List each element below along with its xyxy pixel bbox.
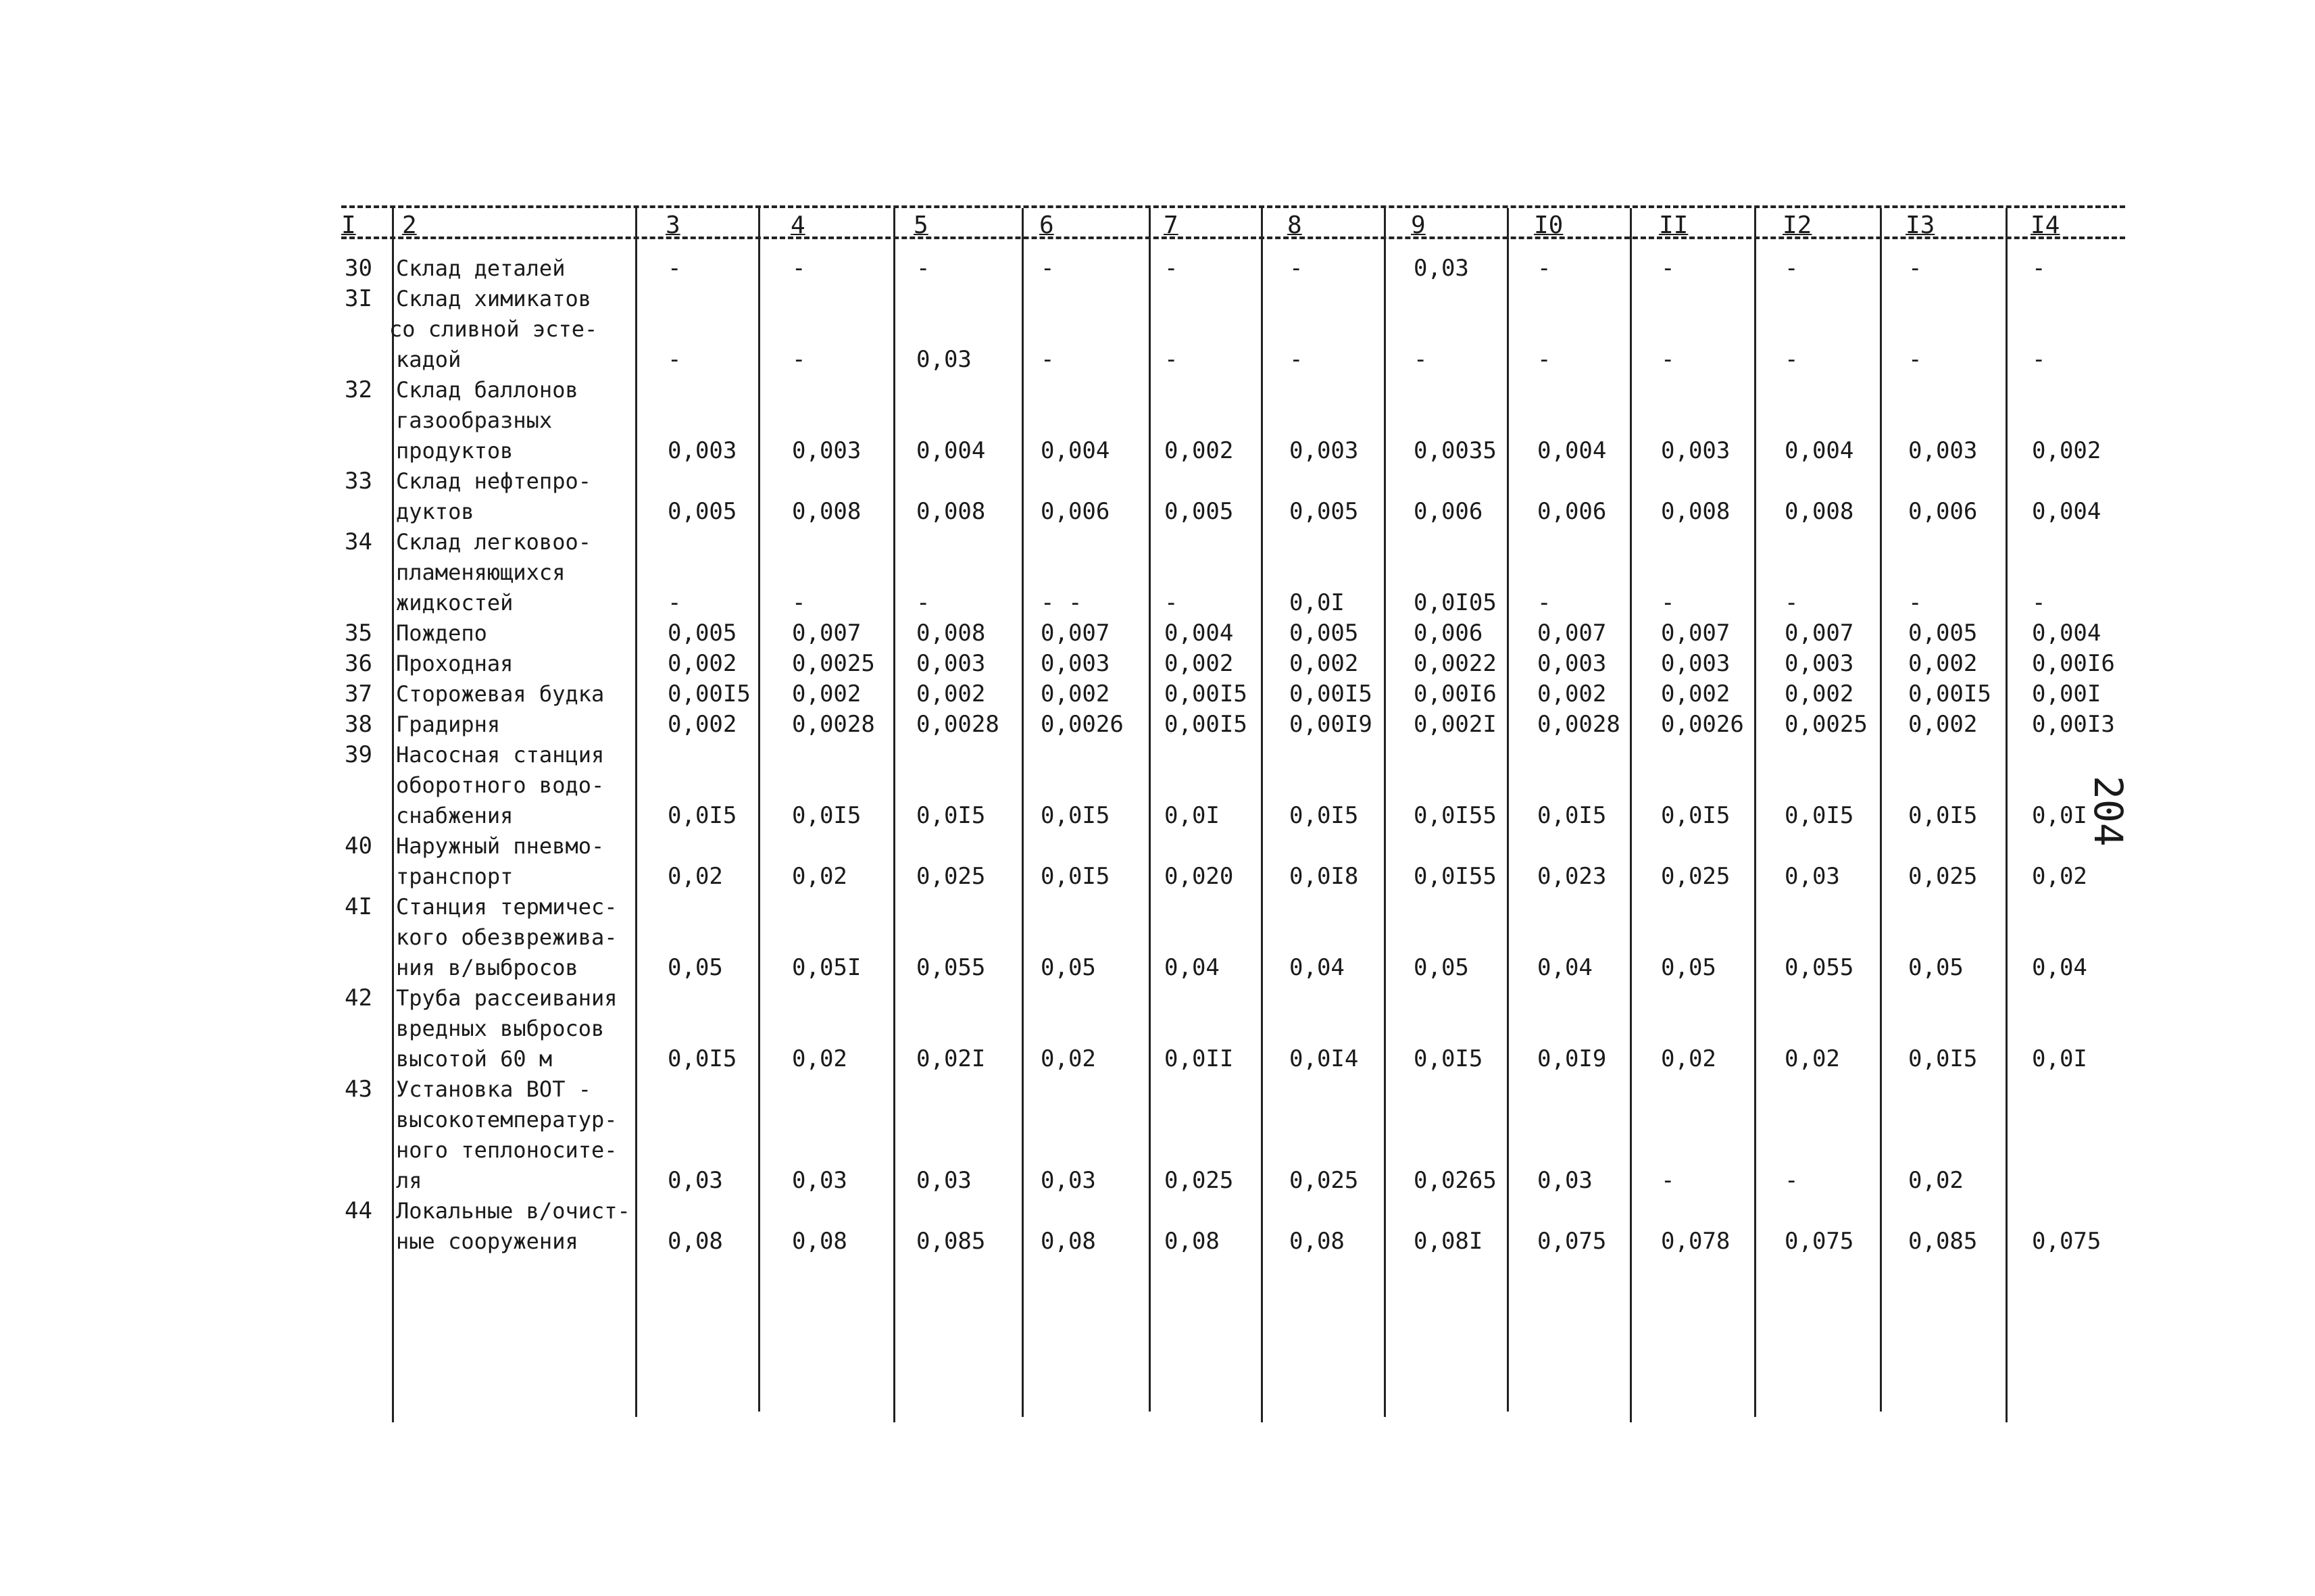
table-cell: 0,005 <box>668 498 737 525</box>
table-cell: - <box>1661 255 1675 282</box>
table-cell: - <box>1537 346 1551 373</box>
table-cell: - <box>1041 255 1055 282</box>
table-cell: 0,025 <box>1908 863 1978 890</box>
table-cell: 0,075 <box>2032 1228 2101 1255</box>
row-number: 32 <box>345 376 372 403</box>
header-top-rule <box>341 205 2125 208</box>
table-cell: 0,03 <box>1041 1167 1096 1194</box>
table-cell: - - <box>1041 589 1082 616</box>
table-cell: 0,05 <box>668 954 723 981</box>
table-cell: 0,00I5 <box>1164 711 1247 738</box>
table-cell: 0,002 <box>1537 680 1607 707</box>
table-cell: - <box>1164 255 1178 282</box>
table-cell: 0,003 <box>1785 650 1854 677</box>
row-label: Насосная станция <box>396 742 605 768</box>
row-label: оборотного водо- <box>396 772 605 798</box>
table-cell: 0,005 <box>1289 620 1359 647</box>
row-label: ные сооружения <box>396 1228 578 1254</box>
column-header: 6 <box>1039 211 1054 239</box>
table-cell: 0,0I4 <box>1289 1045 1359 1072</box>
table-cell: 0,020 <box>1164 863 1234 890</box>
row-label: Склад химикатов <box>396 286 591 311</box>
row-number: 42 <box>345 984 372 1012</box>
page-number: 204 <box>2085 776 2131 847</box>
table-cell: 0,007 <box>1785 620 1854 647</box>
column-divider <box>1022 208 1024 1417</box>
table-cell: - <box>668 346 682 373</box>
table-cell: 0,008 <box>1785 498 1854 525</box>
table-cell: 0,03 <box>916 1167 972 1194</box>
table-cell: 0,075 <box>1537 1228 1607 1255</box>
table-cell: 0,003 <box>1661 650 1731 677</box>
table-cell: 0,0I5 <box>1537 802 1607 829</box>
column-header: 2 <box>402 211 417 239</box>
row-label: ля <box>396 1168 422 1193</box>
table-cell: 0,05 <box>1414 954 1469 981</box>
table-cell: - <box>792 346 806 373</box>
table-cell: 0,005 <box>1164 498 1234 525</box>
column-divider <box>392 208 394 1422</box>
table-cell: 0,08 <box>1041 1228 1096 1255</box>
table-cell: - <box>916 589 930 616</box>
table-cell: 0,002 <box>1164 650 1234 677</box>
column-header: 3 <box>666 211 680 239</box>
table-cell: 0,03 <box>1785 863 1840 890</box>
table-cell: 0,0I8 <box>1289 863 1359 890</box>
table-cell: 0,00I6 <box>2032 650 2115 677</box>
table-cell: 0,02 <box>668 863 723 890</box>
column-header: 5 <box>914 211 928 239</box>
table-cell: 0,003 <box>1908 437 1978 464</box>
row-label: Склад деталей <box>396 255 566 281</box>
table-cell: 0,007 <box>1661 620 1731 647</box>
row-label: ного теплоносите- <box>396 1137 618 1163</box>
table-cell: 0,006 <box>1537 498 1607 525</box>
table-cell: 0,0II <box>1164 1045 1234 1072</box>
table-cell: 0,03 <box>916 346 972 373</box>
table-cell: - <box>1785 1167 1799 1194</box>
column-divider <box>635 208 637 1417</box>
row-label: высокотемператур- <box>396 1107 618 1132</box>
table-cell: 0,0I9 <box>1537 1045 1607 1072</box>
table-cell: 0,03 <box>1414 255 1469 282</box>
table-cell: 0,006 <box>1041 498 1110 525</box>
row-label: со сливной эсте- <box>389 316 598 342</box>
table-cell: 0,03 <box>1537 1167 1593 1194</box>
table-cell: 0,0I <box>1164 802 1220 829</box>
row-label: кадой <box>396 347 462 372</box>
table-cell: 0,0025 <box>1785 711 1868 738</box>
table-cell: 0,025 <box>1289 1167 1359 1194</box>
table-cell: 0,0026 <box>1661 711 1744 738</box>
table-cell: 0,0I05 <box>1414 589 1497 616</box>
table-cell: 0,0028 <box>1537 711 1620 738</box>
row-number: 36 <box>345 650 372 677</box>
table-cell: 0,004 <box>2032 620 2101 647</box>
table-cell: 0,0I5 <box>1289 802 1359 829</box>
table-cell: 0,00I6 <box>1414 680 1497 707</box>
table-cell: 0,002 <box>2032 437 2101 464</box>
table-cell: - <box>1414 346 1428 373</box>
table-cell: 0,02I <box>916 1045 986 1072</box>
column-header: 4 <box>791 211 805 239</box>
header-bottom-rule <box>341 236 2125 239</box>
table-cell: 0,00I5 <box>668 680 751 707</box>
table-cell: - <box>668 589 682 616</box>
table-cell: 0,002 <box>792 680 862 707</box>
table-cell: 0,078 <box>1661 1228 1731 1255</box>
column-header: I4 <box>2031 211 2060 239</box>
column-divider <box>1630 208 1632 1422</box>
table-cell: 0,02 <box>2032 863 2087 890</box>
row-label: жидкостей <box>396 590 514 616</box>
table-cell: 0,008 <box>1661 498 1731 525</box>
table-cell: 0,008 <box>916 498 986 525</box>
table-cell: 0,08I <box>1414 1228 1483 1255</box>
table-cell: 0,08 <box>792 1228 847 1255</box>
table-cell: - <box>916 255 930 282</box>
table-cell: 0,004 <box>1041 437 1110 464</box>
row-label: Установка ВОТ - <box>396 1076 591 1102</box>
row-number: 30 <box>345 255 372 282</box>
table-cell: 0,004 <box>1785 437 1854 464</box>
table-cell: 0,002 <box>1908 711 1978 738</box>
table-cell: - <box>1908 589 1922 616</box>
table-cell: 0,002I <box>1414 711 1497 738</box>
table-cell: 0,02 <box>1041 1045 1096 1072</box>
table-cell: 0,0I <box>2032 1045 2087 1072</box>
table-cell: 0,0I5 <box>1908 802 1978 829</box>
row-label: кого обезврежива- <box>396 924 618 950</box>
table-cell: - <box>1661 1167 1675 1194</box>
table-cell: 0,08 <box>1289 1228 1345 1255</box>
column-header: I <box>341 211 356 239</box>
table-cell: 0,00I5 <box>1908 680 1991 707</box>
table-cell: 0,003 <box>792 437 862 464</box>
table-cell: 0,02 <box>792 863 847 890</box>
table-cell: 0,05 <box>1661 954 1716 981</box>
table-cell: 0,04 <box>1537 954 1593 981</box>
table-cell: 0,0265 <box>1414 1167 1497 1194</box>
table-cell: 0,007 <box>1537 620 1607 647</box>
table-cell: 0,002 <box>668 650 737 677</box>
table-cell: 0,004 <box>2032 498 2101 525</box>
row-number: 35 <box>345 620 372 647</box>
table-cell: - <box>1908 346 1922 373</box>
row-label: высотой 60 м <box>396 1046 553 1072</box>
table-cell: - <box>1908 255 1922 282</box>
row-label: Наружный пневмо- <box>396 833 605 859</box>
table-cell: 0,0I55 <box>1414 863 1497 890</box>
table-cell: 0,00I5 <box>1164 680 1247 707</box>
column-divider <box>893 208 895 1422</box>
table-cell: 0,025 <box>1661 863 1731 890</box>
row-number: 33 <box>345 468 372 495</box>
table-cell: 0,0I5 <box>792 802 862 829</box>
row-number: 39 <box>345 741 372 768</box>
table-cell: - <box>1289 346 1303 373</box>
table-cell: 0,0I5 <box>916 802 986 829</box>
table-cell: 0,0028 <box>916 711 999 738</box>
table-cell: 0,007 <box>1041 620 1110 647</box>
table-cell: 0,005 <box>1908 620 1978 647</box>
column-header: I0 <box>1534 211 1564 239</box>
table-cell: 0,0I5 <box>1661 802 1731 829</box>
column-divider <box>1384 208 1386 1417</box>
table-cell: 0,0I5 <box>1041 802 1110 829</box>
table-cell: - <box>1785 589 1799 616</box>
table-cell: 0,002 <box>1908 650 1978 677</box>
table-cell: 0,04 <box>1164 954 1220 981</box>
table-cell: 0,02 <box>1908 1167 1964 1194</box>
table-cell: 0,0026 <box>1041 711 1124 738</box>
table-cell: 0,03 <box>792 1167 847 1194</box>
table-cell: 0,0I55 <box>1414 802 1497 829</box>
column-header: II <box>1659 211 1689 239</box>
table-cell: 0,004 <box>1164 620 1234 647</box>
table-cell: 0,002 <box>1164 437 1234 464</box>
table-cell: 0,0I5 <box>1785 802 1854 829</box>
table-cell: 0,055 <box>1785 954 1854 981</box>
row-label: Пождепо <box>396 620 487 646</box>
column-divider <box>1880 208 1882 1412</box>
table-cell: - <box>2032 346 2046 373</box>
row-label: газообразных <box>396 407 553 433</box>
column-divider <box>1754 208 1756 1417</box>
table-cell: - <box>2032 589 2046 616</box>
row-number: 4I <box>345 893 372 920</box>
row-label: Склад нефтепро- <box>396 468 591 494</box>
table-cell: 0,0022 <box>1414 650 1497 677</box>
table-cell: - <box>1661 589 1675 616</box>
table-cell: - <box>2032 255 2046 282</box>
table-cell: 0,0I5 <box>1041 863 1110 890</box>
column-divider <box>1149 208 1151 1412</box>
table-cell: 0,03 <box>668 1167 723 1194</box>
row-number: 43 <box>345 1076 372 1103</box>
table-cell: 0,002 <box>1289 650 1359 677</box>
table-cell: 0,008 <box>792 498 862 525</box>
row-number: 3I <box>345 285 372 312</box>
row-number: 40 <box>345 832 372 859</box>
row-label: Склад баллонов <box>396 377 578 403</box>
row-label: транспорт <box>396 864 514 889</box>
table-cell: 0,007 <box>792 620 862 647</box>
table-cell: - <box>1164 346 1178 373</box>
table-cell: - <box>668 255 682 282</box>
row-number: 44 <box>345 1197 372 1224</box>
table-cell: - <box>1289 255 1303 282</box>
table-cell: - <box>792 589 806 616</box>
table-cell: 0,075 <box>1785 1228 1854 1255</box>
table-cell: 0,025 <box>916 863 986 890</box>
table-cell: 0,02 <box>1661 1045 1716 1072</box>
table-cell: - <box>792 255 806 282</box>
table-cell: 0,05I <box>792 954 862 981</box>
row-label: Проходная <box>396 651 514 676</box>
table-cell: 0,005 <box>668 620 737 647</box>
row-label: Станция термичес- <box>396 894 618 920</box>
column-divider <box>1261 208 1263 1422</box>
table-cell: 0,02 <box>1785 1045 1840 1072</box>
table-cell: 0,0I <box>1289 589 1345 616</box>
table-cell: 0,003 <box>1537 650 1607 677</box>
table-cell: 0,00I3 <box>2032 711 2115 738</box>
table-cell: 0,025 <box>1164 1167 1234 1194</box>
column-header: 9 <box>1411 211 1426 239</box>
table-cell: 0,04 <box>2032 954 2087 981</box>
table-cell: 0,004 <box>1537 437 1607 464</box>
table-cell: 0,04 <box>1289 954 1345 981</box>
table-cell: 0,0I5 <box>668 802 737 829</box>
row-label: снабжения <box>396 803 514 828</box>
table-cell: 0,006 <box>1414 620 1483 647</box>
row-number: 37 <box>345 680 372 707</box>
row-label: пламеняющихся <box>396 559 566 585</box>
table-cell: 0,005 <box>1289 498 1359 525</box>
table-cell: 0,02 <box>792 1045 847 1072</box>
table-cell: - <box>1537 255 1551 282</box>
table-cell: 0,0028 <box>792 711 875 738</box>
row-label: дуктов <box>396 499 474 524</box>
table-cell: 0,006 <box>1908 498 1978 525</box>
table-cell: 0,0I5 <box>1414 1045 1483 1072</box>
column-header: 8 <box>1287 211 1302 239</box>
table-cell: 0,08 <box>668 1228 723 1255</box>
row-label: Градирня <box>396 712 501 737</box>
table-cell: 0,0I5 <box>668 1045 737 1072</box>
table-cell: - <box>1041 346 1055 373</box>
table-cell: 0,023 <box>1537 863 1607 890</box>
table-cell: 0,002 <box>1041 680 1110 707</box>
row-number: 38 <box>345 711 372 738</box>
table-cell: 0,002 <box>668 711 737 738</box>
table-cell: 0,003 <box>1041 650 1110 677</box>
table-cell: - <box>1661 346 1675 373</box>
table-cell: 0,0025 <box>792 650 875 677</box>
column-header: I2 <box>1783 211 1812 239</box>
table-cell: - <box>1537 589 1551 616</box>
table-cell: 0,002 <box>1661 680 1731 707</box>
table-cell: - <box>1164 589 1178 616</box>
table-cell: 0,05 <box>1908 954 1964 981</box>
table-cell: 0,055 <box>916 954 986 981</box>
row-label: вредных выбросов <box>396 1016 605 1041</box>
table-cell: 0,004 <box>916 437 986 464</box>
row-label: Труба рассеивания <box>396 985 618 1011</box>
table-cell: - <box>1785 255 1799 282</box>
table-cell: 0,006 <box>1414 498 1483 525</box>
table-cell: 0,0035 <box>1414 437 1497 464</box>
table-cell: 0,003 <box>668 437 737 464</box>
table-cell: 0,085 <box>1908 1228 1978 1255</box>
column-header: 7 <box>1164 211 1178 239</box>
table-cell: 0,008 <box>916 620 986 647</box>
column-divider <box>1507 208 1509 1412</box>
row-label: Сторожевая будка <box>396 681 605 707</box>
row-number: 34 <box>345 528 372 555</box>
column-header: I3 <box>1906 211 1935 239</box>
table-cell: 0,003 <box>1661 437 1731 464</box>
table-cell: 0,08 <box>1164 1228 1220 1255</box>
column-divider <box>2006 208 2008 1422</box>
row-label: продуктов <box>396 438 514 464</box>
table-cell: 0,00I5 <box>1289 680 1372 707</box>
row-label: Склад легковоо- <box>396 529 591 555</box>
table-cell: 0,003 <box>1289 437 1359 464</box>
table-cell: 0,00I9 <box>1289 711 1372 738</box>
table-cell: 0,00I <box>2032 680 2101 707</box>
table-cell: 0,0I <box>2032 802 2087 829</box>
table-cell: 0,085 <box>916 1228 986 1255</box>
table-cell: 0,002 <box>1785 680 1854 707</box>
column-divider <box>758 208 760 1412</box>
table-cell: 0,0I5 <box>1908 1045 1978 1072</box>
table-cell: 0,002 <box>916 680 986 707</box>
row-label: ния в/выбросов <box>396 955 578 980</box>
table-cell: 0,003 <box>916 650 986 677</box>
row-label: Локальные в/очист- <box>396 1198 630 1224</box>
table-cell: - <box>1785 346 1799 373</box>
table-cell: 0,05 <box>1041 954 1096 981</box>
